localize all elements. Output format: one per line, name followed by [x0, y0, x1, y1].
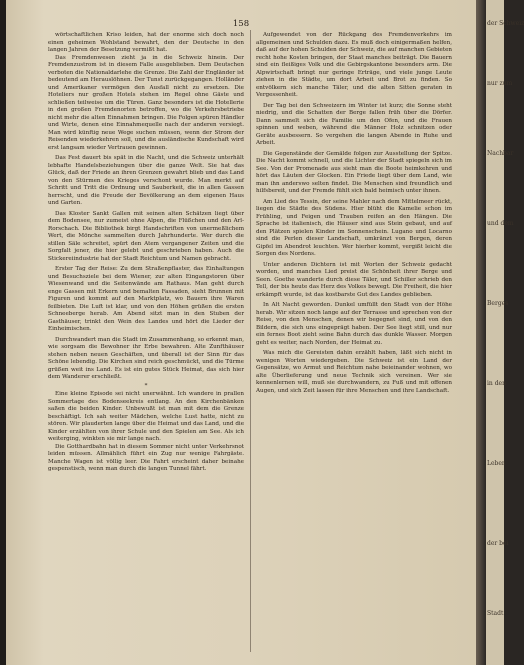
fragment: in den	[487, 380, 506, 387]
paragraph: Erster Tag der Reise: Zu dem Straßenpflaster, das Einhaltungen und Besuchsziele bei dem Wiener, zur alten Eingangstoren über Wiesenwand und die Seitenwände am Rathaus. Man geht durch enge Gassen mit Erkern und bemalten Fassaden, sieht Brunnen mit Figuren und kommt auf den Marktplatz, wo Bauern ihre Waren feilbieten. Die Luft ist klar, und von den Höhen grüßen die ersten Schneeberge herab. Am Abend sitzt man in den Stuben der Gasthäuser, trinkt den Wein des Landes und hört die Lieder der Einheimischen.	[48, 266, 244, 332]
fragment: der bei	[487, 540, 509, 547]
fragment: Leben	[487, 460, 506, 467]
page-gutter	[476, 0, 486, 665]
fragment: nur zum	[487, 80, 513, 87]
paragraph: Eine kleine Episode sei nicht unerwähnt. Ich wandere in prallen Sommertage des Bodenseekreis entlang. An den Kirchenbänken saßen die beiden Kinder. Unbewußt ist man mit dem die Grenze beschäftigt. Ich sah weiter Mädchen, welche Lust hatte, nicht zu stören. Wir plauderten lange über die Heimat und das Land, und die Kinder erzählten von ihrer Schule und den Spielen am See. Als ich weiterging, winkten sie mir lange nach.	[48, 391, 244, 442]
section-divider: *	[144, 382, 148, 389]
page-number: 158	[232, 19, 250, 29]
paragraph: Das Kloster Sankt Gallen mit seinen alten Schätzen liegt über dem Bodensee, nur zumeist ohne Alpen, die Flüßchen und den Arl-Rorschach. Die Bibliothek birgt Handschriften von unermeßlichem Wert, die Mönche sammelten durch Jahrhunderte. Wer durch die stillen Säle schreitet, spürt den Atem vergangener Zeiten und die Sorgfalt jener, die hier gelebt und geschrieben haben. Auch die Stickereiindustrie hat der Stadt Reichtum und Namen gebracht.	[48, 210, 244, 262]
paragraph: Die Gegenstände der Gemälde folgen zur Ausstellung der Spitze. Die Nacht kommt schnell, und die Lichter der Stadt spiegeln sich im See. Von der Promenade aus sieht man die Boote heimkehren und hört das Läuten der Glocken. Ein Friede liegt über dem Land, wie man ihn anderswo selten findet. Die Menschen sind freundlich und hilfsbereit, und der Fremde fühlt sich bald heimisch unter ihnen.	[256, 150, 452, 194]
right-column	[256, 32, 452, 652]
paragraph: Was mich die Gereisten dahin erzählt haben, läßt sich nicht in wenigen Worten wiedergeben. Die Schweiz ist ein Land der Gegensätze, wo Armut und Reichtum nahe beieinander wohnen, wo alte Überlieferung und neue Technik sich vereinen. Wer sie kennenlernen will, muß sie durchwandern, zu Fuß und mit offenen Augen, und sich Zeit lassen für ihre Menschen und ihre Landschaft.	[256, 350, 452, 394]
paragraph: Das Fest dauert bis spät in die Nacht, und die Schweiz unterhält lebhafte Handelsbeziehungen über die ganze Welt. Sie hat das Glück, daß der Friede an ihren Grenzen gewahrt blieb und das Land von den Stürmen des Krieges verschont wurde. Man merkt auf Schritt und Tritt die Ordnung und Sauberkeit, die in allen Gassen herrscht, und die Freude der Bevölkerung an dem eigenen Haus und Garten.	[48, 155, 244, 206]
paragraph: Durchwandert man die Stadt im Zusammenhang, so erkennt man, wie sorgsam die Bewohner ihr Erbe bewahren. Alte Zunfthäuser stehen neben neuen Geschäften, und überall ist der Sinn für das Schöne lebendig. Die Kirchen sind reich geschmückt, und die Türme grüßen weit ins Land. Es ist ein gutes Stück Heimat, das sich hier dem Wanderer erschließt.	[48, 336, 244, 380]
fragment: und dem	[487, 220, 514, 227]
paragraph: Die Gotthardbahn hat in diesem Sommer nicht unter Verkehrsnot leiden müssen. Allmählich führt ein Zug nur wenige Fahrgäste. Manche Wagen ist völlig leer. Die Fahrt erscheint daher beinahe gespenstisch, wenn man durch die langen Tunnel fährt.	[48, 443, 244, 472]
paragraph: Unter anderen Dichtern ist mit Worten der Schweiz gedacht worden, und manches Lied preist die Schönheit ihrer Berge und Seen. Goethe wanderte durch diese Täler, und Schiller schrieb den Tell, der bis heute das Herz des Volkes bewegt. Die Freiheit, die hier erkämpft wurde, ist das kostbarste Gut des Landes geblieben.	[256, 261, 452, 298]
left-column	[48, 32, 244, 652]
fragment: Stadt	[487, 610, 504, 617]
paragraph: Aufgewendet von der Rückgang des Fremdenverkehrs im allgemeinen und Schulden dazu. Es muß doch einigermaßen helfen, daß auf der hohen Schulden der Schweiz, die auf manchen Gebieten recht hohe Kosten bringen, der Staat manches beiträgt. Die Bauern sind ein fleißiges Volk und die Gebirgskantone besonders arm. Die Alpwirtschaft bringt nur geringe Erträge, und viele junge Leute ziehen in die Städte, um dort Arbeit und Brot zu finden. So entvölkern sich manche Täler, und die alten Sitten geraten in Vergessenheit.	[256, 32, 452, 98]
paragraph: Der Tag bei den Schweizern im Winter ist kurz; die Sonne steht niedrig, und die Schatten der Berge fallen früh über die Dörfer. Dann sammelt sich die Familie um den Ofen, und die Frauen spinnen und weben, während die Männer Holz schnitzen oder Geräte ausbessern. So vergehen die langen Abende in Ruhe und Arbeit.	[256, 102, 452, 146]
fragment: Berges	[487, 300, 509, 307]
paragraph: In Alt Nacht geworden. Dunkel umfüllt den Stadt von der Höhe herab. Wir sitzen noch lange auf der Terrasse und sprechen von der Reise, von den Menschen, denen wir begegnet sind, und von den Bildern, die sich uns eingeprägt haben. Der See liegt still, und nur ein fernes Boot zieht seine Bahn durch das dunkle Wasser. Morgen geht es weiter, nach Norden, der Heimat zu.	[256, 302, 452, 346]
book-page	[6, 0, 476, 665]
fragment: Nachbar	[487, 150, 514, 157]
fragment: der Schweiz	[487, 20, 524, 27]
paragraph: Das Fremdenwesen zieht ja in die Schweiz hinein. Der Fremdenzustrom ist in diesem Falle ausgeblieben. Dem Deutschen verboten die Nationaldarlehe die Grenze. Die Zahl der Engländer ist bedeutend am Herauslöhnen. Der Tunst zurückgegangen. Holländer und Amerikaner vermögen den Ausfall nicht zu ersetzen. Die Hoteliers nur großen Hotels stehen im Regel ohne Gäste und schließen teilweise um die Türen. Ganz besonders ist die Hotellerie in den großen Fremdenorten betroffen, wo die Verkehrsbetriebe nicht mehr die alten Einnahmen bringen. Die Folgen spüren Händler und Wirte, denen eine Einnahmequelle nach der anderen versiegt. Man wird künftig neue Wege suchen müssen, wenn der Strom der Reisenden wiederkehren soll, und die ausländische Kundschaft wird erst langsam wieder Vertrauen gewinnen.	[48, 54, 245, 151]
column-divider	[250, 30, 251, 652]
paragraph: Am Lied des Tessin, der seine Mahler nach dem Mittelmeer rückt, liegen die Städte des Südens. Hier blüht die Kamelie schon im Frühling, und Feigen und Trauben reifen an den Hängen. Die Sprache ist italienisch, die Häuser sind aus Stein gebaut, und auf den Plätzen spielen Kinder im Sonnenschein. Lugano und Locarno sind die Perlen dieser Landschaft, umkränzt von Bergen, deren Gipfel im Abendrot leuchten. Wer hierher kommt, vergißt leicht die Sorgen des Nordens.	[256, 198, 452, 257]
paragraph: wörtschaftlichen Kriso leiden, hat der enorme sich doch noch einen geheimen Wohlstand bewahrt, den der Deutsche in den langen Jahren der Besetzung vermißt hat.	[48, 32, 244, 53]
adjacent-page-edge	[486, 0, 524, 665]
